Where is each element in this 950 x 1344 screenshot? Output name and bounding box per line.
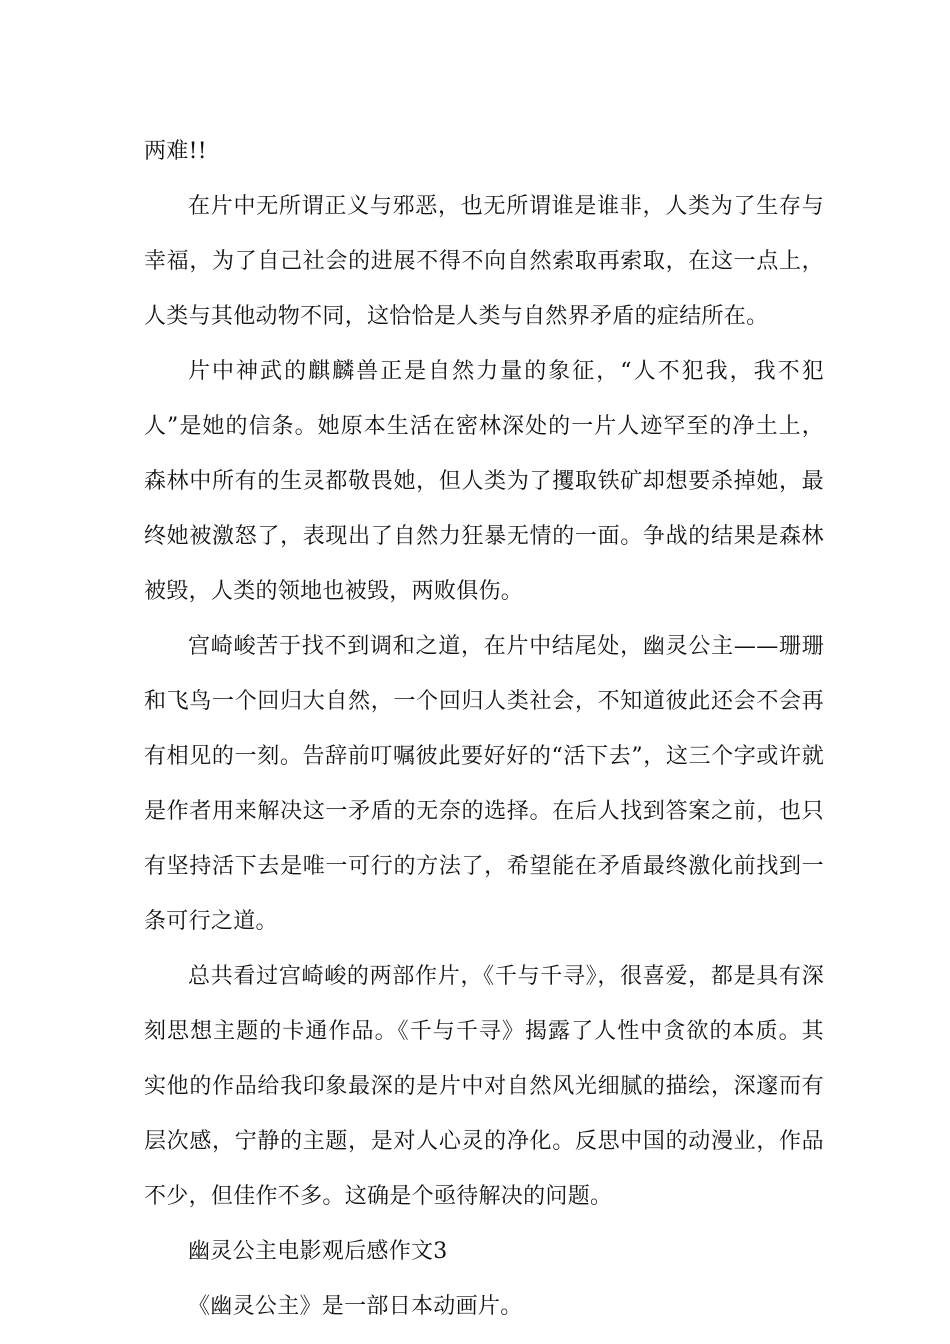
paragraph-continuation: 两难!! xyxy=(144,139,207,164)
paragraph-spirited-away: 总共看过宫崎峻的两部作片，《千与千寻》，很喜爱，都是具有深刻思想主题的卡通作品。《千与千寻》揭露了人性中贪欲的本质。其实他的作品给我印象最深的是片中对自然风光细腻的描绘，深邃而有层次感，宁静的主题，是对人心灵的净化。反思中国的动漫业，作品不少，但佳作不多。这确是个亟待解决的问题。 xyxy=(144,964,824,1209)
document-body xyxy=(144,124,824,1334)
paragraph-miyazaki-ending: 宫崎峻苦于找不到调和之道，在片中结尾处，幽灵公主——珊珊和飞鸟一个回归大自然，一个回归人类社会，不知道彼此还会不会再有相见的一刻。告辞前叮嘱彼此要好好的“活下去”，这三个字或许就是作者用来解决这一矛盾的无奈的选择。在后人找到答案之前，也只有坚持活下去是唯一可行的方法了，希望能在矛盾最终激化前找到一条可行之道。 xyxy=(144,634,824,934)
paragraph-intro: 《幽灵公主》是一部日本动画片。 xyxy=(188,1294,523,1319)
paragraph-justice-and-evil: 在片中无所谓正义与邪恶，也无所谓谁是谁非，人类为了生存与幸福，为了自己社会的进展不得不向自然索取再索取，在这一点上，人类与其他动物不同，这恰恰是人类与自然界矛盾的症结所在。 xyxy=(144,194,824,329)
paragraph-qilin-beast: 片中神武的麒麟兽正是自然力量的象征，“人不犯我，我不犯人”是她的信条。她原本生活在密林深处的一片人迹罕至的净土上，森林中所有的生灵都敬畏她，但人类为了攫取铁矿却想要杀掉她，最终她被激怒了，表现出了自然力狂暴无情的一面。争战的结果是森林被毁，人类的领地也被毁，两败俱伤。 xyxy=(144,359,824,604)
section-heading: 幽灵公主电影观后感作文3 xyxy=(188,1239,448,1264)
